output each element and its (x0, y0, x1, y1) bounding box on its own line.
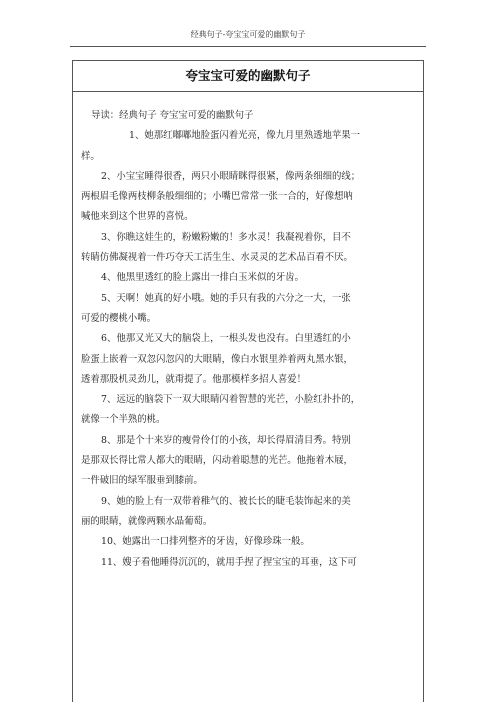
document-title: 夸宝宝可爱的幽默句子 (73, 61, 423, 92)
lead-text: 导读：经典句子 夸宝宝可爱的幽默句子 (91, 110, 254, 121)
paragraph-line: 3、你瞧这娃生的，粉嫩粉嫩的！多水灵！我凝视着你，目不 (101, 231, 351, 243)
paragraph-line: 6、他那又光又大的脑袋上，一根头发也没有。白里透红的小 (101, 333, 351, 345)
paragraph-line: 1、她那红嘟嘟地脸蛋闪着光亮，像九月里熟透地苹果一 (129, 130, 360, 142)
paragraph-4 (81, 268, 415, 288)
header-text: 经典句子-夸宝宝可爱的幽默句子 (190, 30, 306, 39)
paragraph-7 (81, 390, 415, 431)
paragraph-line: 丽的眼睛，就像两颗水晶葡萄。 (81, 515, 213, 527)
paragraph-line: 就像一个半熟的桃。 (81, 414, 166, 426)
paragraph-line: 转睛仿佛凝视着一件巧夺天工活生生、水灵灵的艺术品百看不厌。 (81, 252, 353, 264)
paragraph-line: 4、他黑里透红的脸上露出一排白玉米似的牙齿。 (101, 272, 304, 284)
paragraph-11 (81, 553, 415, 573)
paragraph-line: 8、那是个十来岁的瘦骨伶仃的小孩，却长得眉清目秀。特别 (101, 434, 351, 446)
paragraph-line: 10、她露出一口排列整齐的牙齿，好像珍珠一般。 (101, 536, 310, 548)
document-content (73, 92, 423, 573)
paragraph-1 (81, 126, 415, 167)
paragraph-8 (81, 431, 415, 492)
paragraph-line: 透着那股机灵劲儿，就甭提了。他那模样多招人喜爱！ (81, 373, 307, 385)
paragraph-line: 喊他来到这个世界的喜悦。 (81, 211, 194, 223)
paragraph-line: 9、她的脸上有一双带着稚气的、被长长的睫毛装饰起来的美 (101, 495, 351, 507)
paragraph-line: 2、小宝宝睡得很香，两只小眼睛眯得很紧，像两条细细的线； (101, 170, 361, 182)
paragraph-line: 7、远远的脑袋下一双大眼睛闪着智慧的光芒，小脸红扑扑的， (101, 394, 361, 406)
paragraph-2 (81, 167, 415, 228)
paragraph-10 (81, 532, 415, 552)
paragraph-line: 是那双长得比常人都大的眼睛，闪动着聪慧的光芒。他拖着木屐， (81, 455, 353, 467)
paragraph-line: 脸蛋上嵌着一双忽闪忽闪的大眼睛，像白水银里养着两丸黑水银， (81, 353, 353, 365)
page-header (70, 28, 426, 47)
paragraph-line: 可爱的樱桃小嘴。 (81, 312, 157, 324)
paragraph-5 (81, 289, 415, 330)
paragraph-line: 一件破旧的绿军服垂到膝前。 (81, 475, 203, 487)
paragraph-line: 5、天啊！她真的好小哦。她的手只有我的六分之一大，一张 (101, 292, 351, 304)
paragraph-line: 11、嫂子看他睡得沉沉的，就用手捏了捏宝宝的耳垂，这下可 (101, 556, 357, 568)
document-box (72, 60, 424, 702)
paragraph-9 (81, 492, 415, 533)
paragraph-line: 样。 (81, 150, 100, 162)
paragraph-3 (81, 228, 415, 269)
paragraph-line: 两根眉毛像两枝柳条般细细的；小嘴巴常常一张一合的，好像想呐 (81, 191, 353, 203)
paragraph-6 (81, 329, 415, 390)
